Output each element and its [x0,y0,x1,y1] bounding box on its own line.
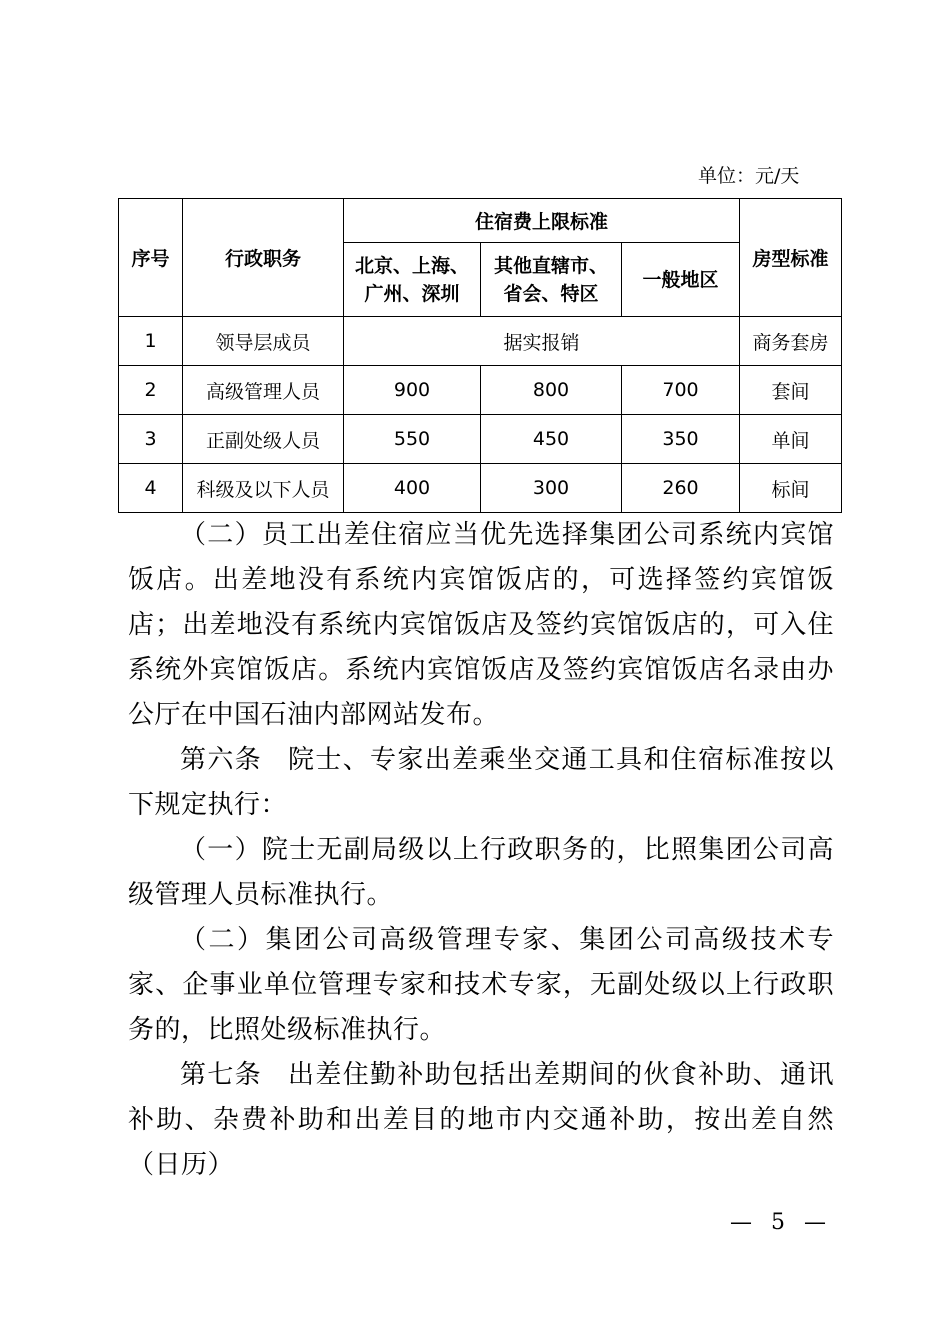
cell-general: 350 [622,415,740,464]
cell-beijing: 400 [344,464,481,513]
cell-room: 标间 [740,464,842,513]
table-row [119,415,842,464]
article-number: 第七条 [180,1060,263,1090]
header-beijing: 北京、上海、广州、深圳 [344,243,481,317]
cell-general: 700 [622,366,740,415]
cell-position: 正副处级人员 [183,415,344,464]
cell-seq: 4 [119,464,183,513]
cell-merged-reimburse: 据实报销 [344,317,740,366]
paragraph-article-6 [128,738,834,828]
cell-other: 450 [481,415,622,464]
article-text: 出差住勤补助包括出差期间的伙食补助、通讯补助、杂费补助和出差目的地市内交通补助，按出差自然（日历） [128,1060,834,1180]
cell-room: 套间 [740,366,842,415]
cell-seq: 2 [119,366,183,415]
paragraph-experts: （二）集团公司高级管理专家、集团公司高级技术专家、企事业单位管理专家和技术专家，无副处级以上行政职务的，比照处级标准执行。 [128,925,834,1045]
cell-seq: 3 [119,415,183,464]
paragraph-hotel-selection: （二）员工出差住宿应当优先选择集团公司系统内宾馆饭店。出差地没有系统内宾馆饭店的，可选择签约宾馆饭店；出差地没有系统内宾馆饭店及签约宾馆饭店的，可入住系统外宾馆饭店。系统内宾馆饭店及签约宾馆饭店名录由办公厅在中国石油内部网站发布。 [128,520,834,730]
cell-room: 商务套房 [740,317,842,366]
article-text: 院士、专家出差乘坐交通工具和住宿标准按以下规定执行： [128,745,834,820]
accommodation-standard-table [118,198,842,513]
header-position: 行政职务 [183,199,344,317]
paragraph-academician: （一）院士无副局级以上行政职务的，比照集团公司高级管理人员标准执行。 [128,835,834,910]
header-accommodation-limit: 住宿费上限标准 [344,199,740,243]
cell-other: 800 [481,366,622,415]
header-seq: 序号 [119,199,183,317]
cell-beijing: 900 [344,366,481,415]
cell-position: 领导层成员 [183,317,344,366]
cell-other: 300 [481,464,622,513]
cell-room: 单间 [740,415,842,464]
cell-position: 科级及以下人员 [183,464,344,513]
page-number: — 5 — [730,1210,832,1235]
table-row [119,317,842,366]
table-row [119,464,842,513]
unit-label: 单位：元/天 [698,165,800,187]
cell-seq: 1 [119,317,183,366]
header-general-area: 一般地区 [622,243,740,317]
cell-general: 260 [622,464,740,513]
body-text [128,513,834,1188]
cell-beijing: 550 [344,415,481,464]
header-other-cities: 其他直辖市、省会、特区 [481,243,622,317]
article-number: 第六条 [180,745,263,775]
table-row [119,366,842,415]
paragraph-article-7 [128,1053,834,1188]
header-room-type: 房型标准 [740,199,842,317]
cell-position: 高级管理人员 [183,366,344,415]
